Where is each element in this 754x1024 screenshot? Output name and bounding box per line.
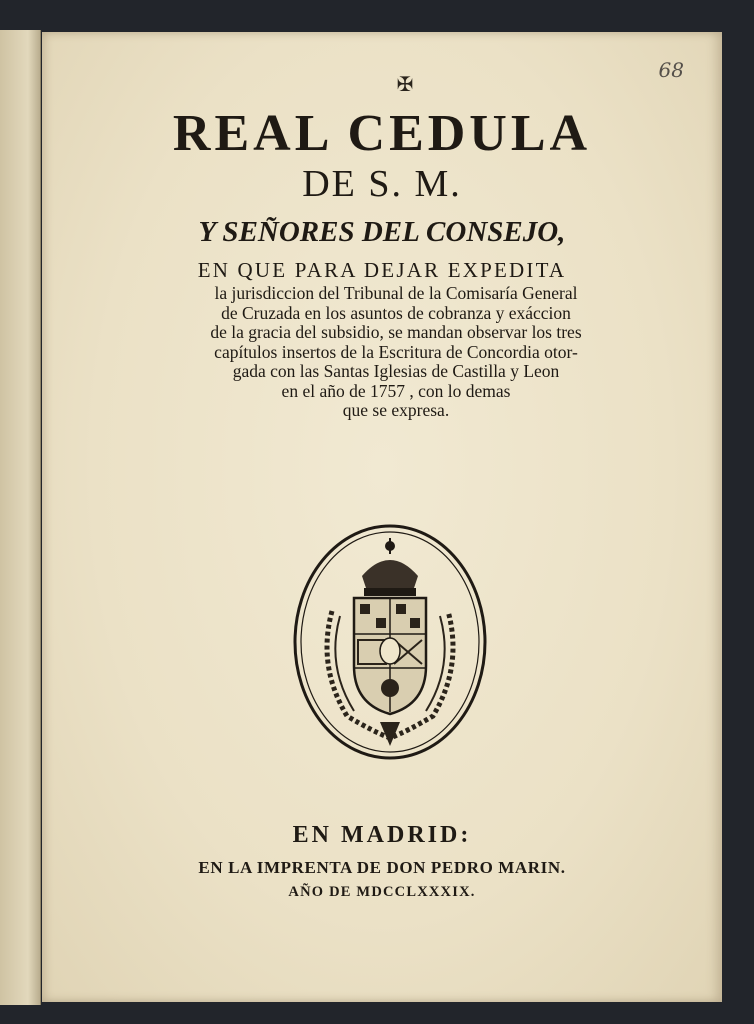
imprint-place: EN MADRID: bbox=[292, 822, 472, 848]
body-line: gada con las Santas Iglesias de Castilla y Leon bbox=[232, 361, 560, 381]
body-line: en el año de 1757 , con lo demas bbox=[281, 380, 511, 401]
facing-page-edge bbox=[0, 30, 41, 1005]
title-line-2: DE S. M. bbox=[302, 163, 462, 205]
cross-pattee-icon: ✠ bbox=[396, 74, 414, 96]
folio-number: 68 bbox=[658, 58, 684, 82]
body-line: la jurisdiccion del Tribunal de la Comisaría General bbox=[214, 283, 578, 303]
body-line: que se expresa. bbox=[342, 400, 450, 420]
title-line-1: REAL CEDULA bbox=[172, 105, 592, 162]
imprint-printer: EN LA IMPRENTA DE DON PEDRO MARIN. bbox=[198, 858, 566, 877]
body-line: de la gracia del subsidio, se mandan observar los tres bbox=[210, 322, 582, 342]
imprint-year: AÑO DE MDCCLXXXIX. bbox=[288, 884, 476, 900]
royal-coat-of-arms-icon bbox=[292, 516, 488, 762]
title-line-3: Y SEÑORES DEL CONSEJO, bbox=[198, 216, 566, 248]
title-line-4: EN QUE PARA DEJAR EXPEDITA bbox=[197, 258, 567, 282]
document-page bbox=[42, 32, 722, 1002]
body-paragraph bbox=[170, 284, 622, 421]
body-line: capítulos insertos de la Escritura de Concordia otor- bbox=[214, 341, 578, 362]
body-line: de Cruzada en los asuntos de cobranza y exáccion bbox=[221, 302, 571, 323]
